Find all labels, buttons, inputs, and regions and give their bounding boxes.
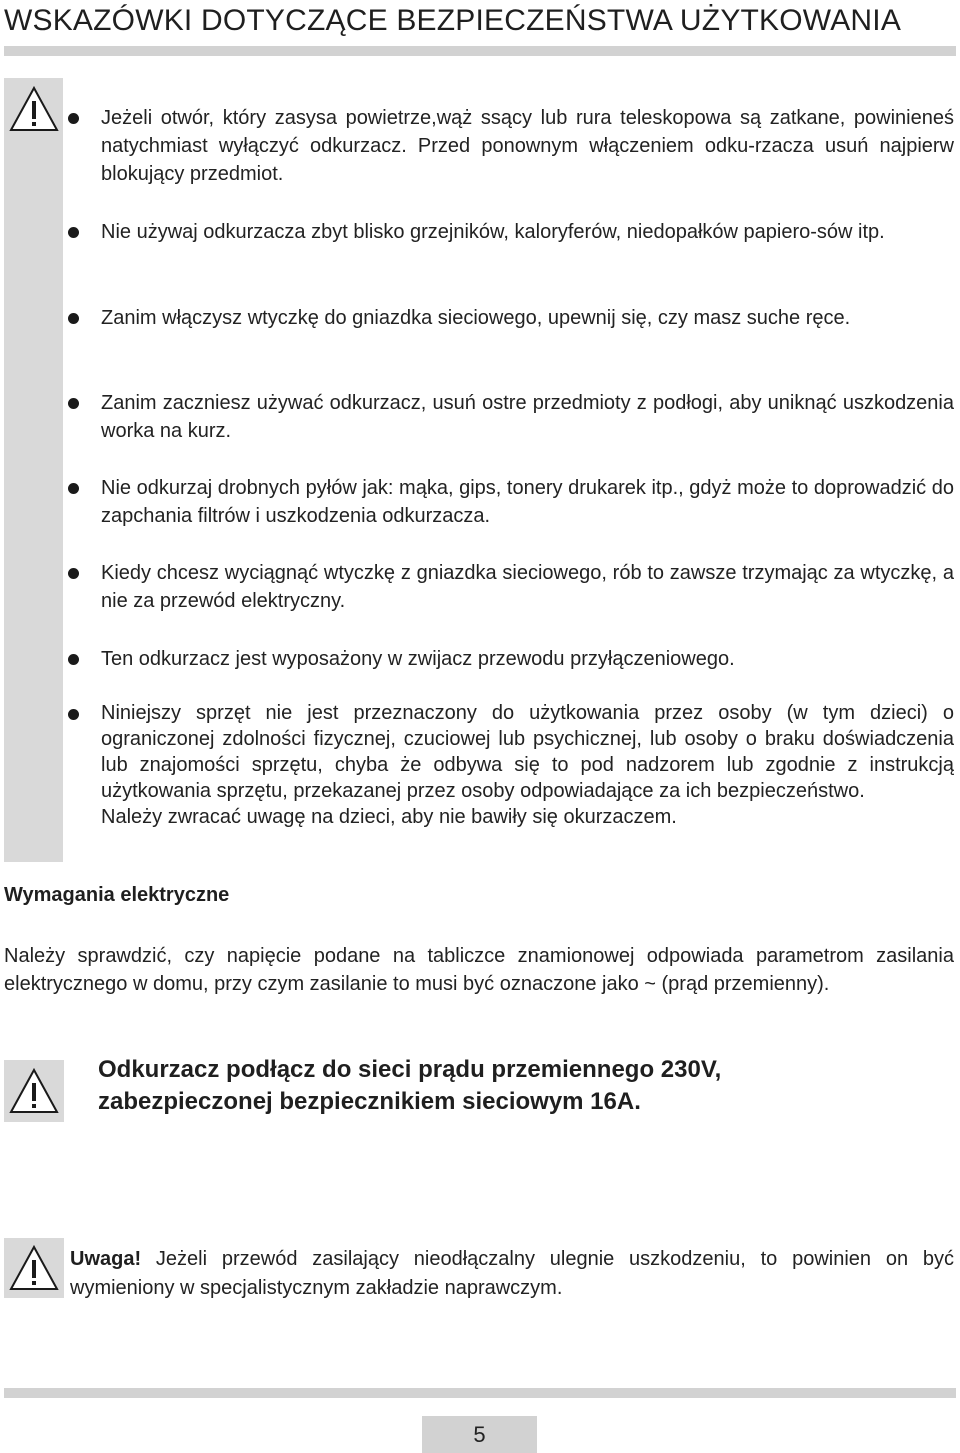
list-item <box>68 304 954 332</box>
cable-caution <box>70 1245 954 1303</box>
list-item <box>68 559 954 615</box>
page-number: 5 <box>422 1416 537 1453</box>
bullet-icon <box>68 227 79 238</box>
warning-triangle-icon <box>8 1244 60 1292</box>
bullet-icon <box>68 709 79 720</box>
bullet-icon <box>68 113 79 124</box>
caution-label: Uwaga! <box>70 1248 142 1270</box>
top-divider <box>4 46 956 56</box>
warning-triangle-icon <box>8 85 60 133</box>
warning-box-voltage <box>4 1060 64 1122</box>
list-item <box>68 218 954 246</box>
list-item <box>68 645 954 673</box>
safety-side-bar <box>4 78 63 862</box>
page-title: WSKAZÓWKI DOTYCZĄCE BEZPIECZEŃSTWA UŻYTKOWANIA <box>4 4 902 37</box>
bottom-divider <box>4 1388 956 1398</box>
bullet-text-children-note: Należy zwracać uwagę na dzieci, aby nie bawiły się okurzaczem. <box>101 806 677 828</box>
electrical-paragraph: Należy sprawdzić, czy napięcie podane na tabliczce znamionowej odpowiada parametrom zasilania elektrycznego w domu, przy czym zasilanie to musi być oznaczone jako ~ (prąd przemienny). <box>4 945 954 995</box>
bullet-text: Kiedy chcesz wyciągnąć wtyczkę z gniazdka sieciowego, rób to zawsze trzymając za wtyczkę, a nie za przewód elektryczny. <box>101 562 954 612</box>
list-item <box>68 389 954 445</box>
bullet-text: Ten odkurzacz jest wyposażony w zwijacz przewodu przyłączeniowego. <box>101 648 735 670</box>
bullet-icon <box>68 313 79 324</box>
bullet-icon <box>68 483 79 494</box>
bullet-text: Zanim zaczniesz używać odkurzacz, usuń ostre przedmioty z podłogi, aby uniknąć uszkodzenia worka na kurz. <box>101 392 954 442</box>
list-item <box>68 104 954 188</box>
bullet-text: Nie używaj odkurzacza zbyt blisko grzejników, kaloryferów, niedopałków papiero-sów itp. <box>101 221 885 243</box>
bullet-text: Jeżeli otwór, który zasysa powietrze,wąż ssący lub rura teleskopowa są zatkane, powinieneś natychmiast wyłączyć odkurzacz. Przed ponownym włączeniem odku-rzacza usuń najpierw blokujący przedmiot. <box>101 107 954 185</box>
section-heading-electrical: Wymagania elektryczne <box>4 884 230 906</box>
bullet-icon <box>68 654 79 665</box>
bullet-text: Zanim włączysz wtyczkę do gniazdka sieciowego, upewnij się, czy masz suche ręce. <box>101 307 851 329</box>
voltage-note <box>98 1054 898 1118</box>
bullet-text: Nie odkurzaj drobnych pyłów jak: mąka, gips, tonery drukarek itp., gdyż może to doprowadzić do zapchania filtrów i uszkodzenia odkurzacza. <box>101 477 954 527</box>
bullet-icon <box>68 398 79 409</box>
warning-box-cable <box>4 1238 64 1298</box>
warning-box-safety <box>4 78 63 140</box>
voltage-note-line-1: Odkurzacz podłącz do sieci prądu przemiennego 230V, <box>98 1056 722 1083</box>
bullet-icon <box>68 568 79 579</box>
list-item <box>68 700 954 830</box>
voltage-note-line-2: zabezpieczonej bezpiecznikiem sieciowym 16A. <box>98 1088 641 1115</box>
warning-triangle-icon <box>8 1067 60 1115</box>
caution-text: Jeżeli przewód zasilający nieodłączalny ulegnie uszkodzeniu, to powinien on być wymieniony w specjalistycznym zakładzie naprawczym. <box>70 1248 954 1299</box>
bullet-text: Niniejszy sprzęt nie jest przeznaczony do użytkowania przez osoby (w tym dzieci) o ograniczonej zdolności fizycznej, czuciowej lub psychicznej, lub osoby o braku doświadczenia lub znajomości sprzętu, chyba że odbywa się to pod nadzorem lub zgodnie z instrukcją użytkowania sprzętu, przekazanej przez osoby odpowiadające za ich bezpieczeństwo. <box>101 702 954 802</box>
list-item <box>68 474 954 530</box>
